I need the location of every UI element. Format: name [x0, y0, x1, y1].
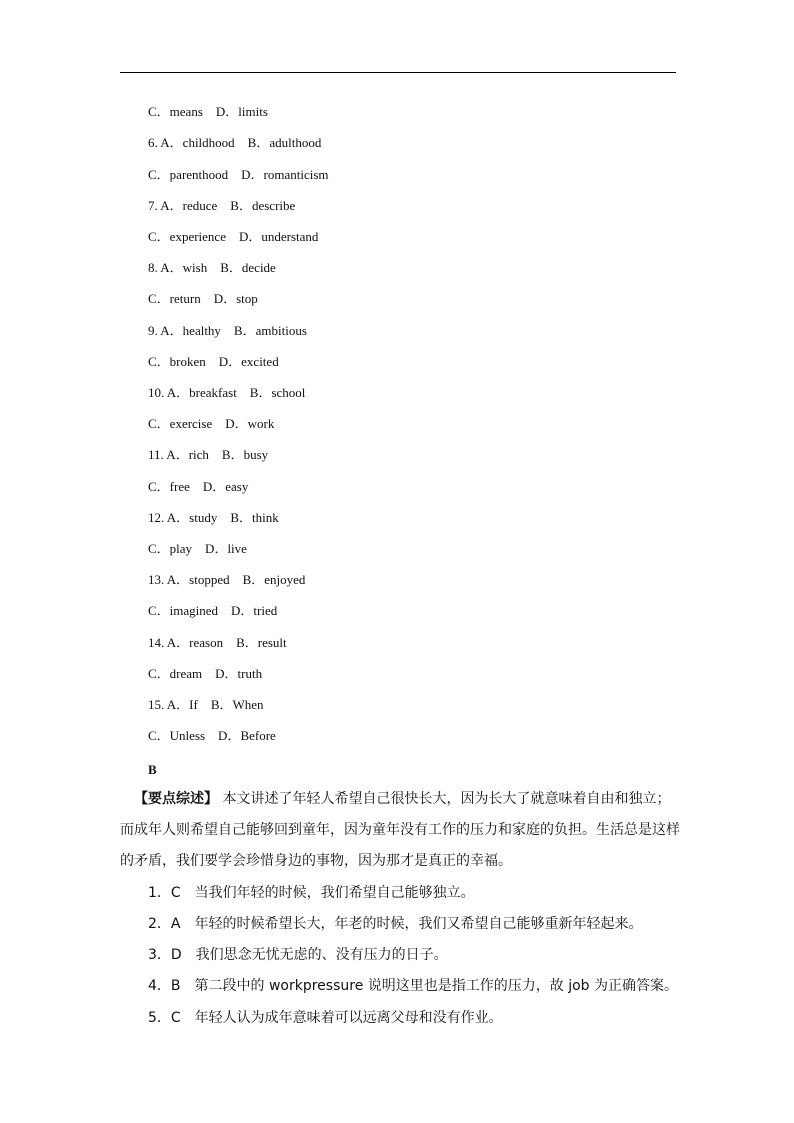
option-line: C．parenthood D．romanticism	[148, 167, 329, 182]
option-line: C．return D．stop	[148, 291, 258, 306]
header-rule	[120, 72, 676, 73]
option-line: C．experience D．understand	[148, 229, 319, 244]
option-line: 6. A．childhood B．adulthood	[148, 135, 322, 150]
option-line: 14. A．reason B．result	[148, 635, 287, 650]
section-heading: B	[148, 762, 157, 777]
option-line: 11. A．rich B．busy	[148, 447, 269, 462]
summary-line: 而成年人则希望自己能够回到童年，因为童年没有工作的压力和家庭的负担。生活总是这样	[120, 822, 680, 838]
summary-line: 的矛盾，我们要学会珍惜身边的事物，因为那才是真正的幸福。	[120, 853, 512, 869]
summary-line	[134, 790, 670, 808]
option-line: 15. A．If B．When	[148, 697, 264, 712]
option-line: C．broken D．excited	[148, 354, 279, 369]
option-line: C．Unless D．Before	[148, 728, 276, 743]
option-line: 8. A．wish B．decide	[148, 260, 276, 275]
option-line: C．exercise D．work	[148, 416, 275, 431]
option-line: 10. A．breakfast B．school	[148, 385, 306, 400]
option-line: 7. A．reduce B．describe	[148, 198, 296, 213]
summary-text: 本文讲述了年轻人希望自己很快长大，因为长大了就意味着自由和独立；	[222, 791, 671, 807]
answer-line: 5．C 年轻人认为成年意味着可以远离父母和没有作业。	[148, 1010, 503, 1026]
option-line: C．means D．limits	[148, 104, 268, 119]
answer-line: 2．A 年轻的时候希望长大，年老的时候，我们又希望自己能够重新年轻起来。	[148, 916, 643, 932]
option-line: 13. A．stopped B．enjoyed	[148, 572, 306, 587]
option-line: C．free D．easy	[148, 479, 249, 494]
summary-label: 【要点综述】	[134, 791, 218, 807]
option-line: C．imagined D．tried	[148, 603, 278, 618]
answer-line: 4．B 第二段中的 workpressure 说明这里也是指工作的压力，故 job 为正确答案。	[148, 978, 679, 994]
option-line: C．dream D．truth	[148, 666, 263, 681]
option-line: 12. A．study B．think	[148, 510, 279, 525]
answer-line: 3．D 我们思念无忧无虑的、没有压力的日子。	[148, 947, 448, 963]
option-line: 9. A．healthy B．ambitious	[148, 323, 307, 338]
option-line: C．play D．live	[148, 541, 247, 556]
answer-line: 1．C 当我们年轻的时候，我们希望自己能够独立。	[148, 885, 475, 901]
